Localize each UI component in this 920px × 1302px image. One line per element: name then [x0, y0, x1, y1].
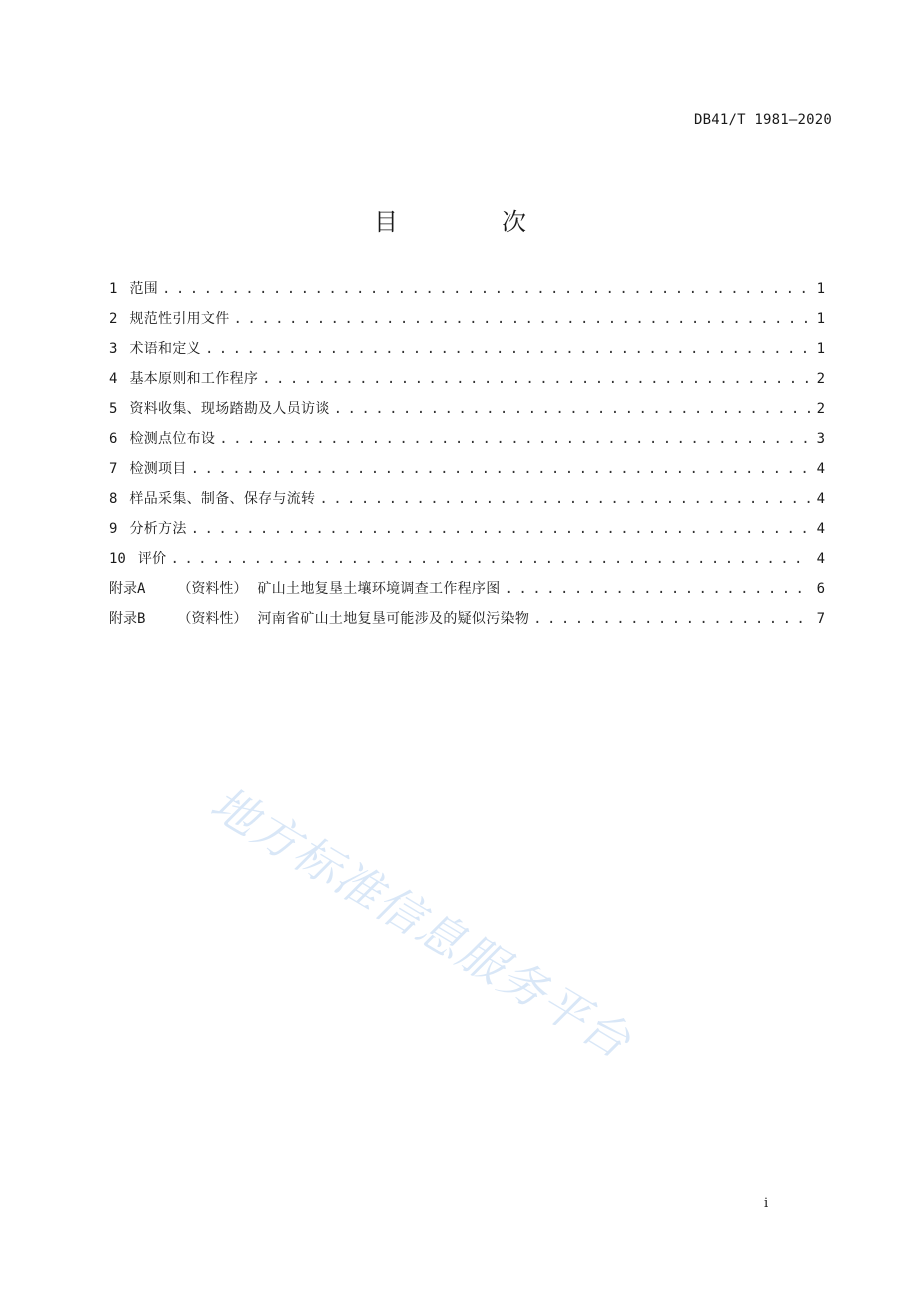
toc-entry-label: 分析方法 — [129, 521, 187, 537]
toc-entry-label: 评价 — [137, 551, 167, 567]
toc-entry-page: 1 — [816, 341, 825, 357]
toc-entry-type: （资料性） — [177, 581, 248, 597]
document-code: DB41/T 1981—2020 — [693, 112, 832, 128]
toc-dot-leader — [334, 399, 811, 419]
page-number: i — [764, 1196, 769, 1211]
toc-entry-page: 4 — [816, 521, 825, 537]
toc-entry-label: 基本原则和工作程序 — [129, 371, 259, 387]
toc-entry-number: 附录A — [109, 581, 146, 597]
toc-entry[interactable] — [109, 459, 825, 489]
toc-dot-leader — [319, 489, 811, 509]
toc-entry-page: 2 — [816, 401, 825, 417]
toc-entry-page: 4 — [816, 491, 825, 507]
table-of-contents — [109, 279, 825, 639]
toc-entry-label: 资料收集、现场踏勘及人员访谈 — [129, 401, 330, 417]
toc-dot-leader — [205, 339, 811, 359]
toc-entry-label: 样品采集、制备、保存与流转 — [129, 491, 316, 507]
toc-entry[interactable] — [109, 519, 825, 549]
toc-entry[interactable] — [109, 429, 825, 459]
toc-dot-leader — [505, 579, 811, 599]
toc-entry-label: 范围 — [129, 281, 159, 297]
toc-entry-page: 1 — [816, 281, 825, 297]
toc-entry[interactable] — [109, 309, 825, 339]
toc-entry[interactable] — [109, 369, 825, 399]
toc-entry-number: 9 — [109, 521, 118, 537]
toc-entry-label: 检测项目 — [129, 461, 187, 477]
toc-dot-leader — [191, 519, 811, 539]
toc-entry-number: 5 — [109, 401, 118, 417]
toc-dot-leader — [219, 429, 811, 449]
toc-entry-label: 规范性引用文件 — [129, 311, 230, 327]
toc-entry-number: 6 — [109, 431, 118, 447]
toc-entry-page: 7 — [816, 611, 825, 627]
toc-entry[interactable] — [109, 279, 825, 309]
toc-entry[interactable] — [109, 489, 825, 519]
toc-entry-number: 1 — [109, 281, 118, 297]
toc-dot-leader — [262, 369, 811, 389]
toc-title: 目 次 — [374, 208, 566, 236]
toc-entry[interactable] — [109, 549, 825, 579]
toc-entry-number: 7 — [109, 461, 118, 477]
toc-entry-page: 1 — [816, 311, 825, 327]
toc-entry-number: 附录B — [109, 611, 146, 627]
toc-dot-leader — [533, 609, 811, 629]
toc-entry-page: 4 — [816, 461, 825, 477]
toc-entry[interactable] — [109, 399, 825, 429]
toc-entry-number: 3 — [109, 341, 118, 357]
toc-entry-number: 2 — [109, 311, 118, 327]
toc-entry-page: 2 — [816, 371, 825, 387]
toc-entry-label: 检测点位布设 — [129, 431, 216, 447]
toc-dot-leader — [234, 309, 811, 329]
toc-entry-number: 4 — [109, 371, 118, 387]
toc-dot-leader — [170, 549, 811, 569]
toc-entry-label: 术语和定义 — [129, 341, 201, 357]
toc-entry-number: 10 — [109, 551, 126, 567]
toc-dot-leader — [162, 279, 811, 299]
toc-entry-page: 3 — [816, 431, 825, 447]
toc-entry-page: 4 — [816, 551, 825, 567]
toc-entry-number: 8 — [109, 491, 118, 507]
toc-entry-appendix[interactable] — [109, 609, 825, 639]
toc-entry-label: 河南省矿山土地复垦可能涉及的疑似污染物 — [257, 611, 530, 627]
toc-dot-leader — [191, 459, 811, 479]
watermark: 地方标准信息服务平台 — [201, 775, 641, 1070]
toc-entry-appendix[interactable] — [109, 579, 825, 609]
toc-entry-type: （资料性） — [177, 611, 248, 627]
toc-entry[interactable] — [109, 339, 825, 369]
toc-entry-page: 6 — [816, 581, 825, 597]
toc-entry-label: 矿山土地复垦土壤环境调查工作程序图 — [257, 581, 501, 597]
